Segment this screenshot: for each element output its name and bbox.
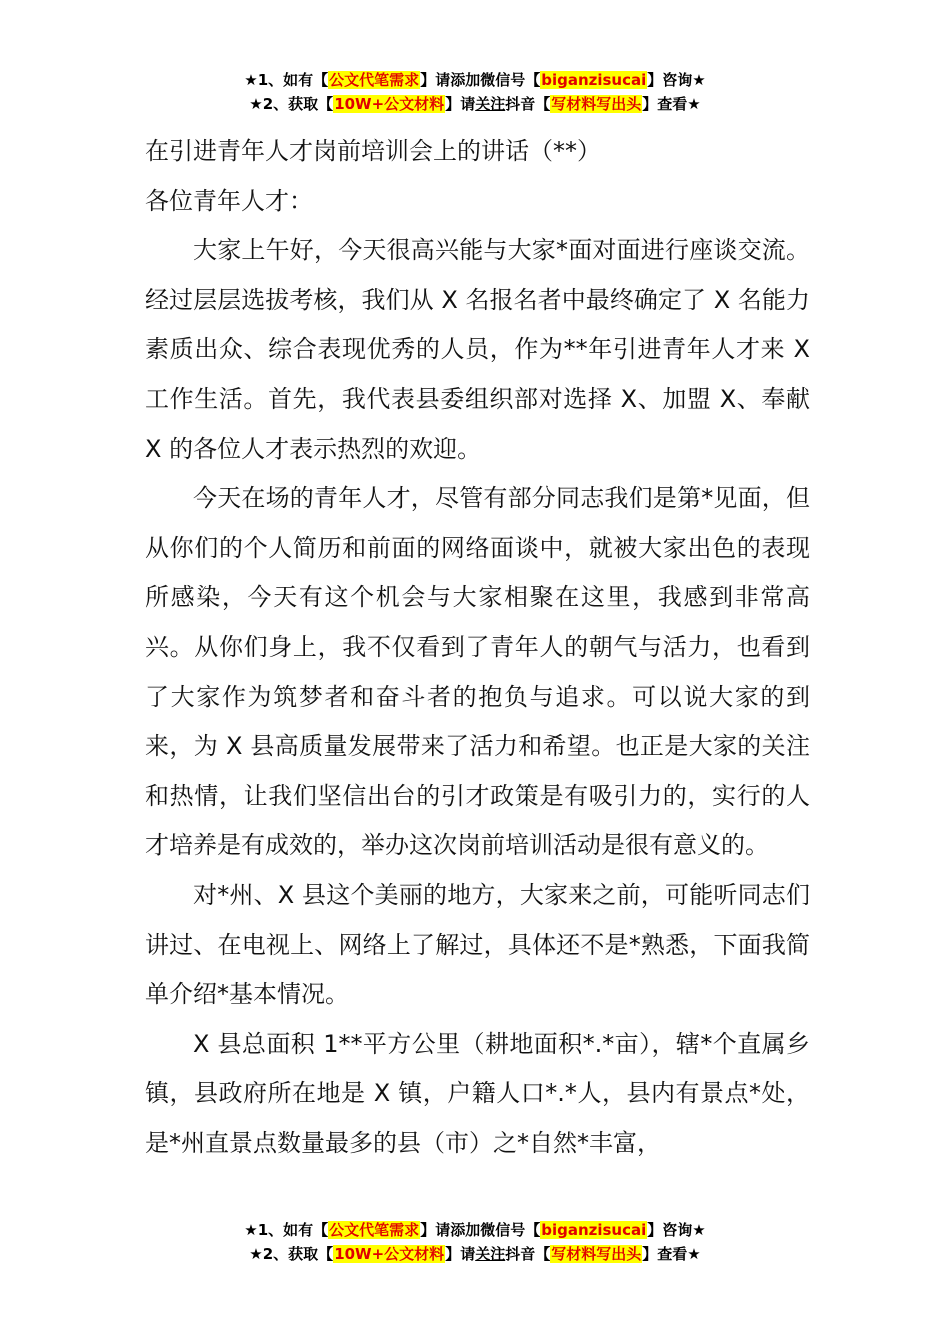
highlight-douyin: 写材料写出头: [551, 95, 642, 113]
document-body: [145, 127, 810, 1168]
document-title: 在引进青年人才岗前培训会上的讲话（**）: [145, 137, 601, 165]
banner-line-1: ★1、如有【公文代笔需求】请添加微信号【biganzisucai】咨询★: [244, 71, 706, 89]
greeting: 各位青年人才：: [145, 186, 313, 215]
bottom-banner: [0, 1218, 950, 1266]
highlight-wechat-id: biganzisucai: [541, 1221, 647, 1239]
banner-line-2: ★2、获取【10W+公文材料】请关注抖音【写材料写出头】查看★: [249, 1245, 701, 1263]
highlight-materials: 10W+公文材料: [334, 1245, 445, 1263]
highlight-service: 公文代笔需求: [329, 71, 420, 89]
paragraph: X 县总面积 1**平方公里（耕地面积*.*亩），辖*个直属乡镇，县政府所在地是 X 镇，户籍人口*.*人，县内有景点*处，是*州直景点数量最多的县（市）之*自然*丰富，: [145, 1029, 810, 1157]
highlight-wechat-id: biganzisucai: [541, 71, 647, 89]
banner-line-2: ★2、获取【10W+公文材料】请关注抖音【写材料写出头】查看★: [249, 95, 701, 113]
paragraph: 大家上午好，今天很高兴能与大家*面对面进行座谈交流。经过层层选拔考核，我们从 X 名报名者中最终确定了 X 名能力素质出众、综合表现优秀的人员，作为**年引进青年人才来 X 工作生活。首先，我代表县委组织部对选择 X、加盟 X、奉献 X 的各位人才表示热烈的欢迎。: [145, 236, 810, 463]
banner-line-1: ★1、如有【公文代笔需求】请添加微信号【biganzisucai】咨询★: [244, 1221, 706, 1239]
paragraph: 对*州、X 县这个美丽的地方，大家来之前，可能听同志们讲过、在电视上、网络上了解过，具体还不是*熟悉，下面我简单介绍*基本情况。: [145, 880, 810, 1009]
highlight-materials: 10W+公文材料: [334, 95, 445, 113]
top-banner: [0, 68, 950, 116]
highlight-douyin: 写材料写出头: [551, 1245, 642, 1263]
underline-follow: 关注: [475, 95, 506, 113]
highlight-service: 公文代笔需求: [329, 1221, 420, 1239]
underline-follow: 关注: [475, 1245, 506, 1263]
paragraph: 今天在场的青年人才，尽管有部分同志我们是第*见面，但从你们的个人简历和前面的网络面谈中，就被大家出色的表现所感染，今天有这个机会与大家相聚在这里，我感到非常高兴。从你们身上，我不仅看到了青年人的朝气与活力，也看到了大家作为筑梦者和奋斗者的抱负与追求。可以说大家的到来，为 X 县高质量发展带来了活力和希望。也正是大家的关注和热情，让我们坚信出台的引才政策是有吸引力的，实行的人才培养是有成效的，举办这次岗前培训活动是很有意义的。: [145, 484, 810, 860]
